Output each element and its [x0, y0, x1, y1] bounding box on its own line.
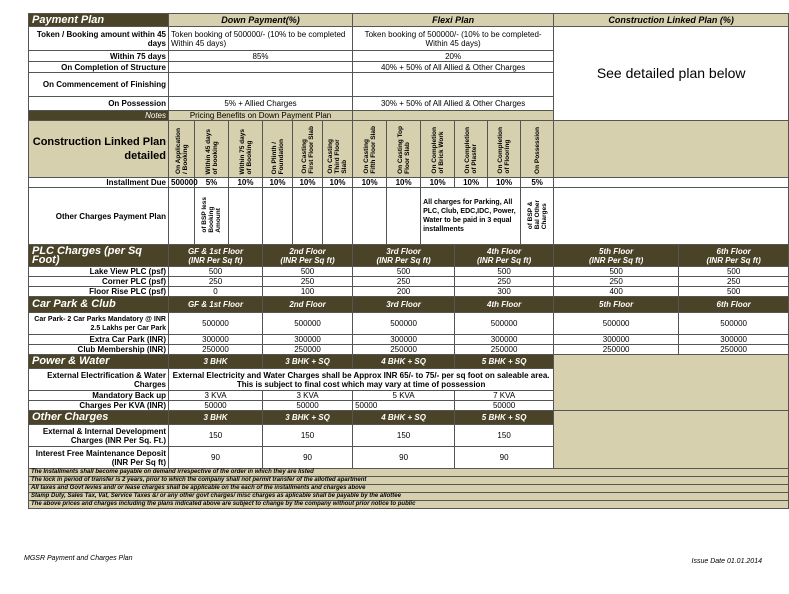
other-cell: 150 [169, 425, 263, 447]
car-cell: 500000 [455, 313, 554, 335]
plc-row-label: Floor Rise PLC (psf) [29, 287, 169, 297]
stage-label: On Completion of Flooring [497, 127, 512, 174]
footnote: Stamp Duty, Sales Tax, Vat, Service Taxes &/ or any other govt charges/ misc charges as aplicable shall be payable by the allottee [29, 493, 789, 501]
plc-cell: 500 [554, 267, 679, 277]
installment-cell: 10% [455, 178, 488, 188]
other-type: 4 BHK + SQ [353, 411, 455, 425]
other-cell: 150 [455, 425, 554, 447]
car-floor: 2nd Floor [263, 297, 353, 313]
plc-cell: 250 [263, 277, 353, 287]
plc-cell: 250 [554, 277, 679, 287]
car-floor: 6th Floor [679, 297, 789, 313]
plc-floor: 6th Floor [716, 246, 751, 256]
stage-label: On Completion of Brick Work [430, 127, 445, 174]
other-type: 3 BHK [169, 411, 263, 425]
power-title: Power & Water [29, 355, 169, 369]
clp-detailed-title: Construction Linked Plan detailed [29, 121, 169, 178]
pp-down-cell: 5% + Allied Charges [169, 97, 353, 111]
pp-down-cell: Token booking of 500000/- (10% to be completed Within 45 days) [169, 27, 353, 51]
installment-cell: 10% [353, 178, 387, 188]
down-payment-header: Down Payment(%) [169, 14, 353, 27]
pp-down-cell: 85% [169, 51, 353, 62]
pp-row-label: On Possession [29, 97, 169, 111]
plc-cell: 500 [353, 267, 455, 277]
plc-floor: 3rd Floor [386, 246, 421, 256]
kva-label: Charges Per KVA (INR) [29, 401, 169, 411]
backup-cell: 5 KVA [353, 391, 455, 401]
stage-label: On Casting Top Floor Slab [396, 126, 411, 174]
payment-table [28, 13, 789, 509]
backup-cell: 3 KVA [169, 391, 263, 401]
plc-cell: 300 [455, 287, 554, 297]
plc-cell: 500 [455, 267, 554, 277]
plc-cell: 250 [679, 277, 789, 287]
pp-flexi-cell: 40% + 50% of All Allied & Other Charges [353, 62, 554, 73]
car-cell: 300000 [169, 335, 263, 345]
plc-unit: (INR Per Sq ft) [476, 255, 532, 265]
installment-cell: 5% [521, 178, 554, 188]
plc-unit: (INR Per Sq ft) [376, 255, 431, 265]
all-charges-note: All charges for Parking, All PLC, Club, EDC,IDC, Power, Water to be paid in 3 equal installments [421, 188, 521, 245]
pp-row-label: On Commencement of Finishing [29, 73, 169, 97]
plc-row-label: Lake View PLC (psf) [29, 267, 169, 277]
pp-row-label: Within 75 days [29, 51, 169, 62]
car-floor: 3rd Floor [353, 297, 455, 313]
other-cell: 90 [455, 447, 554, 469]
power-type: 3 BHK [169, 355, 263, 369]
installment-cell: 5% [195, 178, 229, 188]
plc-cell: 500 [679, 287, 789, 297]
footnote: The above prices and charges including the plans indicated above are subject to change by the company without prior notice to public [29, 501, 789, 509]
plc-unit: (INR Per Sq ft) [188, 255, 243, 265]
car-floor: GF & 1st Floor [169, 297, 263, 313]
car-title: Car Park & Club [29, 297, 169, 313]
pp-row-label: Token / Booking amount within 45 days [29, 27, 169, 51]
stage-label: Within 75 days of Booking [238, 128, 253, 174]
plc-floor: 4th Floor [487, 246, 522, 256]
pp-down-cell [169, 73, 353, 97]
pp-flexi-cell [353, 73, 554, 97]
plc-cell: 500 [263, 267, 353, 277]
car-cell: 300000 [263, 335, 353, 345]
installment-cell: 10% [387, 178, 421, 188]
car-cell: 300000 [554, 335, 679, 345]
stage-label: On Application / Booking [174, 128, 189, 174]
plc-cell: 400 [554, 287, 679, 297]
power-type: 5 BHK + SQ [455, 355, 554, 369]
car-row-label: Club Membership (INR) [29, 345, 169, 355]
notes-label: Notes [29, 111, 169, 121]
car-row-label: Car Park- 2 Car Parks Mandatory @ INR 2.5 Lakhs per Car Park [29, 313, 169, 335]
other-type: 3 BHK + SQ [263, 411, 353, 425]
stage-label: On Possession [533, 127, 541, 174]
plc-cell: 250 [455, 277, 554, 287]
stage-label: Within 45 days of booking [204, 128, 219, 174]
car-cell: 250000 [169, 345, 263, 355]
car-cell: 250000 [554, 345, 679, 355]
car-cell: 250000 [679, 345, 789, 355]
other-row-label: External & Internal Development Charges (INR Per Sq. Ft.) [29, 425, 169, 447]
plc-title: PLC Charges (per Sq Foot) [29, 245, 169, 267]
footer-doc-name: MGSR Payment and Charges Plan [24, 555, 133, 562]
installment-cell: 10% [293, 178, 323, 188]
plc-unit: (INR Per Sq ft) [706, 255, 761, 265]
plc-row-label: Corner PLC (psf) [29, 277, 169, 287]
plc-cell: 0 [169, 287, 263, 297]
plc-unit: (INR Per Sq ft) [589, 255, 644, 265]
clp-header: Construction Linked Plan (%) [554, 14, 789, 27]
car-floor: 5th Floor [554, 297, 679, 313]
installment-cell: 10% [229, 178, 263, 188]
stage-label: On Casting First Floor Slab [300, 126, 315, 174]
installment-cell: 10% [421, 178, 455, 188]
bsp-less-booking: of BSP less Booking Amount [201, 197, 222, 233]
plc-floor: GF & 1st Floor [187, 246, 244, 256]
plc-cell: 500 [169, 267, 263, 277]
other-row-label: Interest Free Maintenance Deposit (INR Per Sq ft) [29, 447, 169, 469]
pp-row-label: On Completion of Structure [29, 62, 169, 73]
see-detailed-plan: See detailed plan below [554, 27, 789, 121]
stage-label: On Casting Fifth Floor Slab [362, 126, 377, 174]
pp-flexi-cell: 20% [353, 51, 554, 62]
installment-cell: 10% [263, 178, 293, 188]
power-type: 3 BHK + SQ [263, 355, 353, 369]
backup-cell: 3 KVA [263, 391, 353, 401]
backup-label: Mandatory Back up [29, 391, 169, 401]
kva-cell: 50000 [169, 401, 263, 411]
installment-cell: 10% [488, 178, 521, 188]
other-charges-plan-label: Other Charges Payment Plan [29, 188, 169, 245]
other-cell: 90 [353, 447, 455, 469]
car-cell: 300000 [679, 335, 789, 345]
other-title: Other Charges [29, 411, 169, 425]
ext-elec-text: External Electricity and Water Charges shall be Approx INR 65/- to 75/- per sq foot on saleable area. This is subject to final cost which may vary at time of possession [169, 369, 554, 391]
car-cell: 500000 [169, 313, 263, 335]
car-cell: 300000 [353, 335, 455, 345]
flexi-plan-header: Flexi Plan [353, 14, 554, 27]
other-cell: 150 [263, 425, 353, 447]
plc-cell: 250 [169, 277, 263, 287]
other-type: 5 BHK + SQ [455, 411, 554, 425]
car-cell: 500000 [554, 313, 679, 335]
payment-sheet [28, 13, 768, 509]
footer-issue-date: Issue Date 01.01.2014 [691, 558, 762, 565]
installment-cell: 10% [323, 178, 353, 188]
car-cell: 300000 [455, 335, 554, 345]
installment-cell: 500000 [169, 178, 195, 188]
notes-text: Pricing Benefits on Down Payment Plan [169, 111, 353, 121]
footnote: All taxes and Govt levies and/ or lease charges shall be applicable on the each of the installments and charges above [29, 485, 789, 493]
footnote: The Installments shall become payable on demand irrespective of the order in which they are listed [29, 469, 789, 477]
car-cell: 250000 [263, 345, 353, 355]
car-cell: 500000 [353, 313, 455, 335]
kva-cell: 50000 [263, 401, 353, 411]
kva-cell: 50000 [353, 401, 455, 411]
stage-label: On Completion of Plaster [464, 127, 479, 174]
payment-plan-title: Payment Plan [29, 14, 169, 27]
car-row-label: Extra Car Park (INR) [29, 335, 169, 345]
backup-cell: 7 KVA [455, 391, 554, 401]
pp-down-cell [169, 62, 353, 73]
car-cell: 250000 [455, 345, 554, 355]
plc-cell: 500 [679, 267, 789, 277]
pp-flexi-cell: Token booking of 500000/- (10% to be completed-Within 45 days) [353, 27, 554, 51]
plc-cell: 200 [353, 287, 455, 297]
ext-elec-label: External Electrification & Water Charges [29, 369, 169, 391]
car-cell: 500000 [679, 313, 789, 335]
car-cell: 250000 [353, 345, 455, 355]
plc-floor: 2nd Floor [289, 246, 326, 256]
plc-floor: 5th Floor [599, 246, 634, 256]
other-cell: 150 [353, 425, 455, 447]
stage-label: On Casting Third Floor Slab [327, 139, 349, 174]
car-cell: 500000 [263, 313, 353, 335]
plc-unit: (INR Per Sq ft) [280, 255, 335, 265]
stage-label: On Plinth / Foundation [270, 138, 285, 174]
plc-cell: 100 [263, 287, 353, 297]
footnote: The lock in period of transfer is 2 years, prior to which the company shall not permit transfer of the allotted apartment [29, 477, 789, 485]
power-type: 4 BHK + SQ [353, 355, 455, 369]
car-floor: 4th Floor [455, 297, 554, 313]
plc-cell: 250 [353, 277, 455, 287]
installment-label: Installment Due [29, 178, 169, 188]
pp-flexi-cell: 30% + 50% of All Allied & Other Charges [353, 97, 554, 111]
other-cell: 90 [169, 447, 263, 469]
other-cell: 90 [263, 447, 353, 469]
kva-cell: 50000 [455, 401, 554, 411]
bsp-bal-other: of BSP & Bal Other Charges [526, 200, 548, 230]
